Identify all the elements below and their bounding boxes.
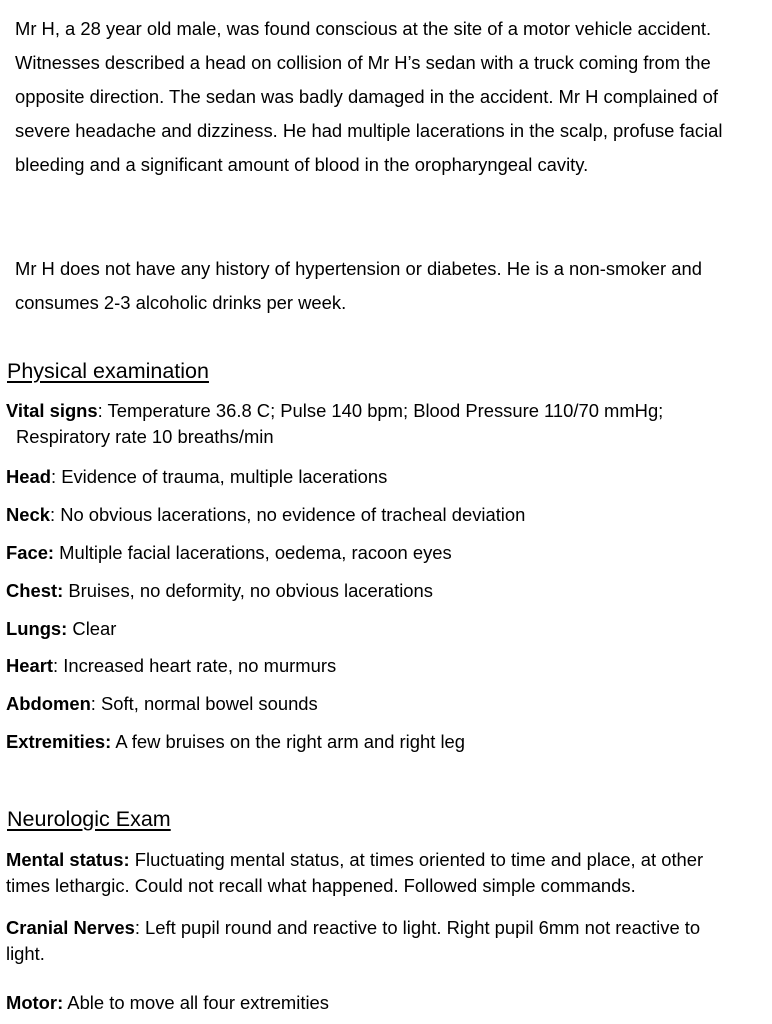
mental-status-continuation: times lethargic. Could not recall what happened. Followed simple commands. [6, 875, 636, 896]
neck-line [6, 502, 766, 528]
chest-text: Bruises, no deformity, no obvious lacerations [63, 580, 433, 601]
lungs-label: Lungs: [6, 618, 68, 639]
case-intro-paragraph: Mr H, a 28 year old male, was found conscious at the site of a motor vehicle accident. Witnesses described a head on collision of Mr H’s sedan with a truck coming from the opposite direction. The sedan was badly damaged in the accident. Mr H complained of severe headache and dizziness. He had multiple lacerations in the scalp, profuse facial bleeding and a significant amount of blood in the oropharyngeal cavity. [15, 18, 723, 175]
abdomen-line [6, 691, 766, 717]
extremities-text: A few bruises on the right arm and right leg [111, 731, 465, 752]
mental-status-label: Mental status: [6, 849, 130, 870]
face-label: Face: [6, 542, 55, 563]
extremities-line [6, 729, 766, 755]
mental-status-text: Fluctuating mental status, at times oriented to time and place, at other [129, 849, 704, 870]
face-text: Multiple facial lacerations, oedema, racoon eyes [54, 542, 452, 563]
lungs-text: Clear [67, 618, 117, 639]
chest-label: Chest: [6, 580, 64, 601]
cranial-nerves-continuation: light. [6, 943, 45, 964]
neurologic-exam-heading: Neurologic Exam [7, 807, 171, 831]
motor-label: Motor: [6, 992, 64, 1013]
vital-signs-continuation: Respiratory rate 10 breaths/min [16, 426, 274, 447]
motor-line [6, 990, 766, 1016]
cranial-nerves-line [6, 915, 766, 967]
vital-signs-label: Vital signs [6, 400, 98, 421]
heart-line [6, 653, 766, 679]
chest-line [6, 578, 766, 604]
history-paragraph: Mr H does not have any history of hypertension or diabetes. He is a non-smoker and consumes 2-3 alcoholic drinks per week. [15, 258, 702, 313]
heart-text: : Increased heart rate, no murmurs [53, 655, 337, 676]
head-label: Head [6, 466, 51, 487]
cranial-nerves-label: Cranial Nerves [6, 917, 135, 938]
neck-label: Neck [6, 504, 50, 525]
head-line [6, 464, 766, 490]
neck-text: : No obvious lacerations, no evidence of tracheal deviation [49, 504, 526, 525]
extremities-label: Extremities: [6, 731, 112, 752]
heart-label: Heart [6, 655, 54, 676]
abdomen-label: Abdomen [6, 693, 91, 714]
head-text: : Evidence of trauma, multiple lacerations [50, 466, 388, 487]
mental-status-line [6, 847, 766, 899]
motor-text: Able to move all four extremities [63, 992, 329, 1013]
vital-signs-text: : Temperature 36.8 C; Pulse 140 bpm; Blood Pressure 110/70 mmHg; [97, 400, 664, 421]
physical-exam-heading: Physical examination [7, 359, 209, 383]
abdomen-text: : Soft, normal bowel sounds [90, 693, 318, 714]
lungs-line [6, 616, 766, 642]
face-line [6, 540, 766, 566]
cranial-nerves-text: : Left pupil round and reactive to light. Right pupil 6mm not reactive to [134, 917, 701, 938]
vital-signs-line [6, 398, 766, 450]
